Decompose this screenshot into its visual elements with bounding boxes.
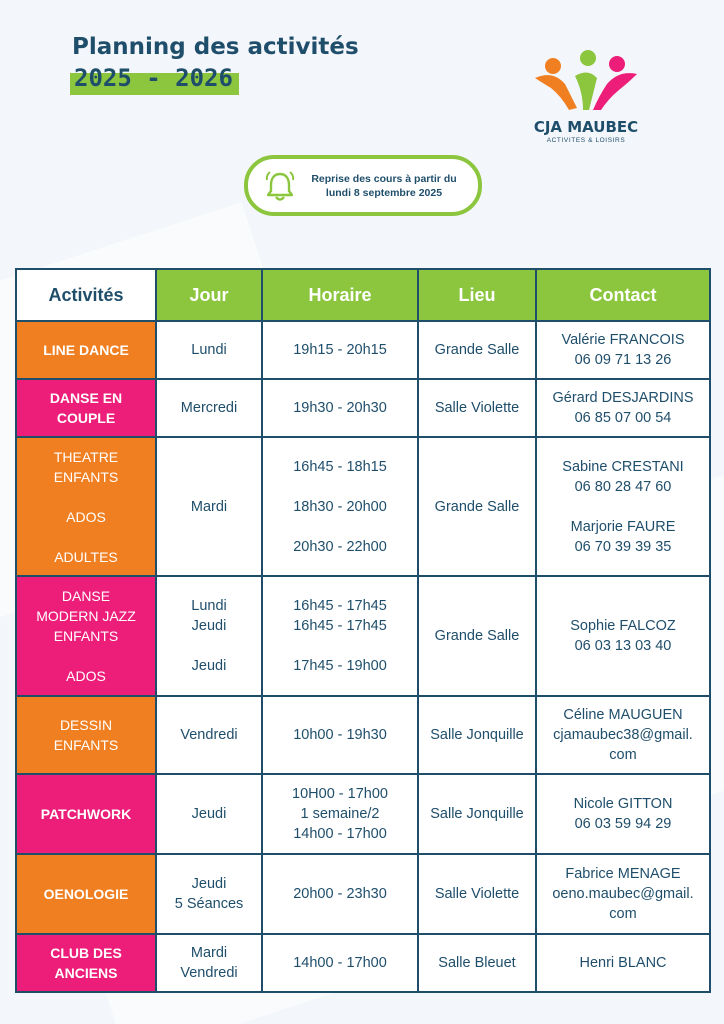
cell-text-line: ENFANTS: [53, 468, 119, 485]
cell-text-line: Grande Salle: [434, 628, 520, 644]
cell-text-line: 1 semaine/2: [300, 806, 380, 822]
cell-text-line: LINE DANCE: [43, 342, 129, 358]
day-cell: [156, 437, 262, 576]
cell-text-line: CLUB DES: [50, 945, 122, 961]
contact-cell: [536, 934, 710, 992]
day-cell: [156, 379, 262, 437]
cell-text-line: 14h00 - 17h00: [293, 955, 387, 971]
contact-cell: [536, 321, 710, 379]
header-activities: Activités: [16, 269, 156, 321]
table-row: [16, 437, 710, 576]
time-cell: [262, 576, 418, 696]
cell-text-line: Sabine CRESTANI: [562, 458, 684, 475]
cell-text-line: Céline MAUGUEN: [563, 707, 683, 723]
time-cell: [262, 696, 418, 774]
spacer: [263, 636, 417, 656]
header-contact: Contact: [536, 269, 710, 321]
place-cell: [418, 854, 536, 934]
contact-cell: [536, 576, 710, 696]
club-logo: [526, 48, 646, 158]
contact-cell: [536, 854, 710, 934]
place-cell: [418, 321, 536, 379]
cell-text-line: 10H00 - 17h00: [292, 786, 388, 802]
cell-text-line: cjamaubec38@gmail.: [553, 727, 693, 743]
cell-text-line: com: [609, 747, 637, 763]
table-row: [16, 696, 710, 774]
cell-text-line: DESSIN: [59, 717, 113, 733]
place-cell: [418, 576, 536, 696]
time-cell: [262, 379, 418, 437]
cell-text-line: com: [609, 906, 637, 922]
cell-text-line: Jeudi: [191, 876, 227, 892]
cell-text-line: ADOS: [66, 668, 106, 684]
cell-text-line: 14h00 - 17h00: [293, 826, 387, 842]
activity-cell: [16, 379, 156, 437]
cell-text-line: Jeudi: [191, 618, 227, 634]
cell-text-line: ENFANTS: [53, 737, 119, 753]
place-cell: [418, 934, 536, 992]
place-cell: [418, 437, 536, 576]
time-cell: [262, 774, 418, 854]
cell-text-line: Henri BLANC: [579, 955, 667, 971]
cell-text-line: Salle Violette: [434, 886, 520, 902]
season-years: 2025 - 2026: [74, 64, 233, 92]
spacer: [17, 646, 155, 666]
cell-text-line: 20h00 - 23h30: [293, 886, 387, 902]
table-row: [16, 774, 710, 854]
cell-text-line: DANSE EN: [49, 390, 123, 406]
cell-text-line: Vendredi: [180, 727, 238, 743]
activity-cell: [16, 934, 156, 992]
time-cell: [262, 321, 418, 379]
table-row: [16, 379, 710, 437]
time-cell: [262, 934, 418, 992]
logo-subtitle: ACTIVITES & LOISIRS: [546, 137, 626, 144]
day-cell: [156, 774, 262, 854]
day-cell: [156, 934, 262, 992]
cell-text-line: ADULTES: [54, 548, 118, 565]
cell-text-line: 17h45 - 19h00: [293, 658, 387, 674]
cell-text-line: 20h30 - 22h00: [293, 538, 387, 555]
cell-text-line: 16h45 - 17h45: [293, 598, 387, 614]
people-logo-icon: [531, 48, 641, 116]
header-place: Lieu: [418, 269, 536, 321]
cell-text-line: ENFANTS: [53, 628, 119, 644]
bell-icon: [262, 168, 298, 204]
cell-text-line: MODERN JAZZ: [36, 608, 136, 624]
cell-text-line: THEATRE: [53, 448, 119, 465]
cell-text-line: Salle Violette: [434, 400, 520, 416]
cell-text-line: 06 70 39 39 35: [574, 538, 672, 555]
header-day: Jour: [156, 269, 262, 321]
cell-text-line: Grande Salle: [434, 498, 520, 515]
logo-name: CJA MAUBEC: [533, 118, 639, 136]
notice-line2: lundi 8 septembre 2025: [325, 186, 443, 199]
cell-text-line: PATCHWORK: [40, 806, 132, 822]
cell-text-line: 06 80 28 47 60: [574, 478, 672, 495]
spacer: [263, 517, 417, 537]
cell-text-line: Lundi: [191, 598, 227, 614]
cell-text-line: 06 09 71 13 26: [574, 352, 672, 368]
activity-cell: [16, 774, 156, 854]
contact-cell: [536, 774, 710, 854]
contact-cell: [536, 379, 710, 437]
cell-text-line: Lundi: [191, 342, 227, 358]
cell-text-line: 06 03 59 94 29: [574, 816, 672, 832]
cell-text-line: OENOLOGIE: [43, 886, 129, 902]
cell-text-line: Sophie FALCOZ: [570, 618, 676, 634]
cell-text-line: Salle Bleuet: [438, 955, 516, 971]
spacer: [157, 636, 261, 656]
cell-text-line: Salle Jonquille: [430, 806, 524, 822]
day-cell: [156, 321, 262, 379]
header-time: Horaire: [262, 269, 418, 321]
cell-text-line: Marjorie FAURE: [570, 518, 676, 535]
spacer: [17, 527, 155, 547]
time-cell: [262, 437, 418, 576]
cell-text-line: 06 03 13 03 40: [574, 638, 672, 654]
contact-cell: [536, 696, 710, 774]
day-cell: [156, 576, 262, 696]
place-cell: [418, 379, 536, 437]
cell-text-line: DANSE: [61, 588, 111, 604]
cell-text-line: Salle Jonquille: [430, 727, 524, 743]
day-cell: [156, 854, 262, 934]
title-block: [72, 34, 359, 92]
activity-cell: [16, 854, 156, 934]
cell-text-line: 19h15 - 20h15: [293, 342, 387, 358]
activity-cell: [16, 696, 156, 774]
place-cell: [418, 696, 536, 774]
cell-text-line: COUPLE: [56, 410, 116, 426]
table-row: [16, 576, 710, 696]
cell-text-line: Mercredi: [180, 400, 238, 416]
cell-text-line: ADOS: [66, 508, 106, 525]
resume-notice: [244, 155, 482, 216]
cell-text-line: Valérie FRANCOIS: [561, 332, 685, 348]
cell-text-line: 16h45 - 18h15: [293, 458, 387, 475]
cell-text-line: 5 Séances: [174, 896, 244, 912]
cell-text-line: Jeudi: [191, 806, 227, 822]
cell-text-line: 16h45 - 17h45: [293, 618, 387, 634]
spacer: [17, 487, 155, 507]
table-row: [16, 854, 710, 934]
cell-text-line: Jeudi: [191, 658, 227, 674]
cell-text-line: oeno.maubec@gmail.: [552, 886, 694, 902]
cell-text-line: Grande Salle: [434, 342, 520, 358]
activity-cell: [16, 321, 156, 379]
cell-text-line: Mardi: [190, 498, 228, 515]
cell-text-line: Vendredi: [180, 965, 238, 981]
table-row: [16, 321, 710, 379]
cell-text-line: 10h00 - 19h30: [293, 727, 387, 743]
cell-text-line: 18h30 - 20h00: [293, 498, 387, 515]
cell-text-line: 06 85 07 00 54: [574, 410, 672, 426]
cell-text-line: ANCIENS: [54, 965, 118, 981]
notice-line1: Reprise des cours à partir du: [311, 172, 457, 185]
place-cell: [418, 774, 536, 854]
activity-cell: [16, 576, 156, 696]
spacer: [263, 477, 417, 497]
activity-cell: [16, 437, 156, 576]
time-cell: [262, 854, 418, 934]
table-header-row: [16, 269, 710, 321]
contact-cell: [536, 437, 710, 576]
table-row: [16, 934, 710, 992]
cell-text-line: 19h30 - 20h30: [293, 400, 387, 416]
spacer: [537, 497, 709, 517]
page-title: Planning des activités: [72, 34, 359, 60]
day-cell: [156, 696, 262, 774]
cell-text-line: Mardi: [190, 945, 228, 961]
cell-text-line: Fabrice MENAGE: [565, 866, 681, 882]
cell-text-line: Nicole GITTON: [573, 796, 673, 812]
activities-table: [15, 268, 711, 993]
cell-text-line: Gérard DESJARDINS: [552, 390, 694, 406]
